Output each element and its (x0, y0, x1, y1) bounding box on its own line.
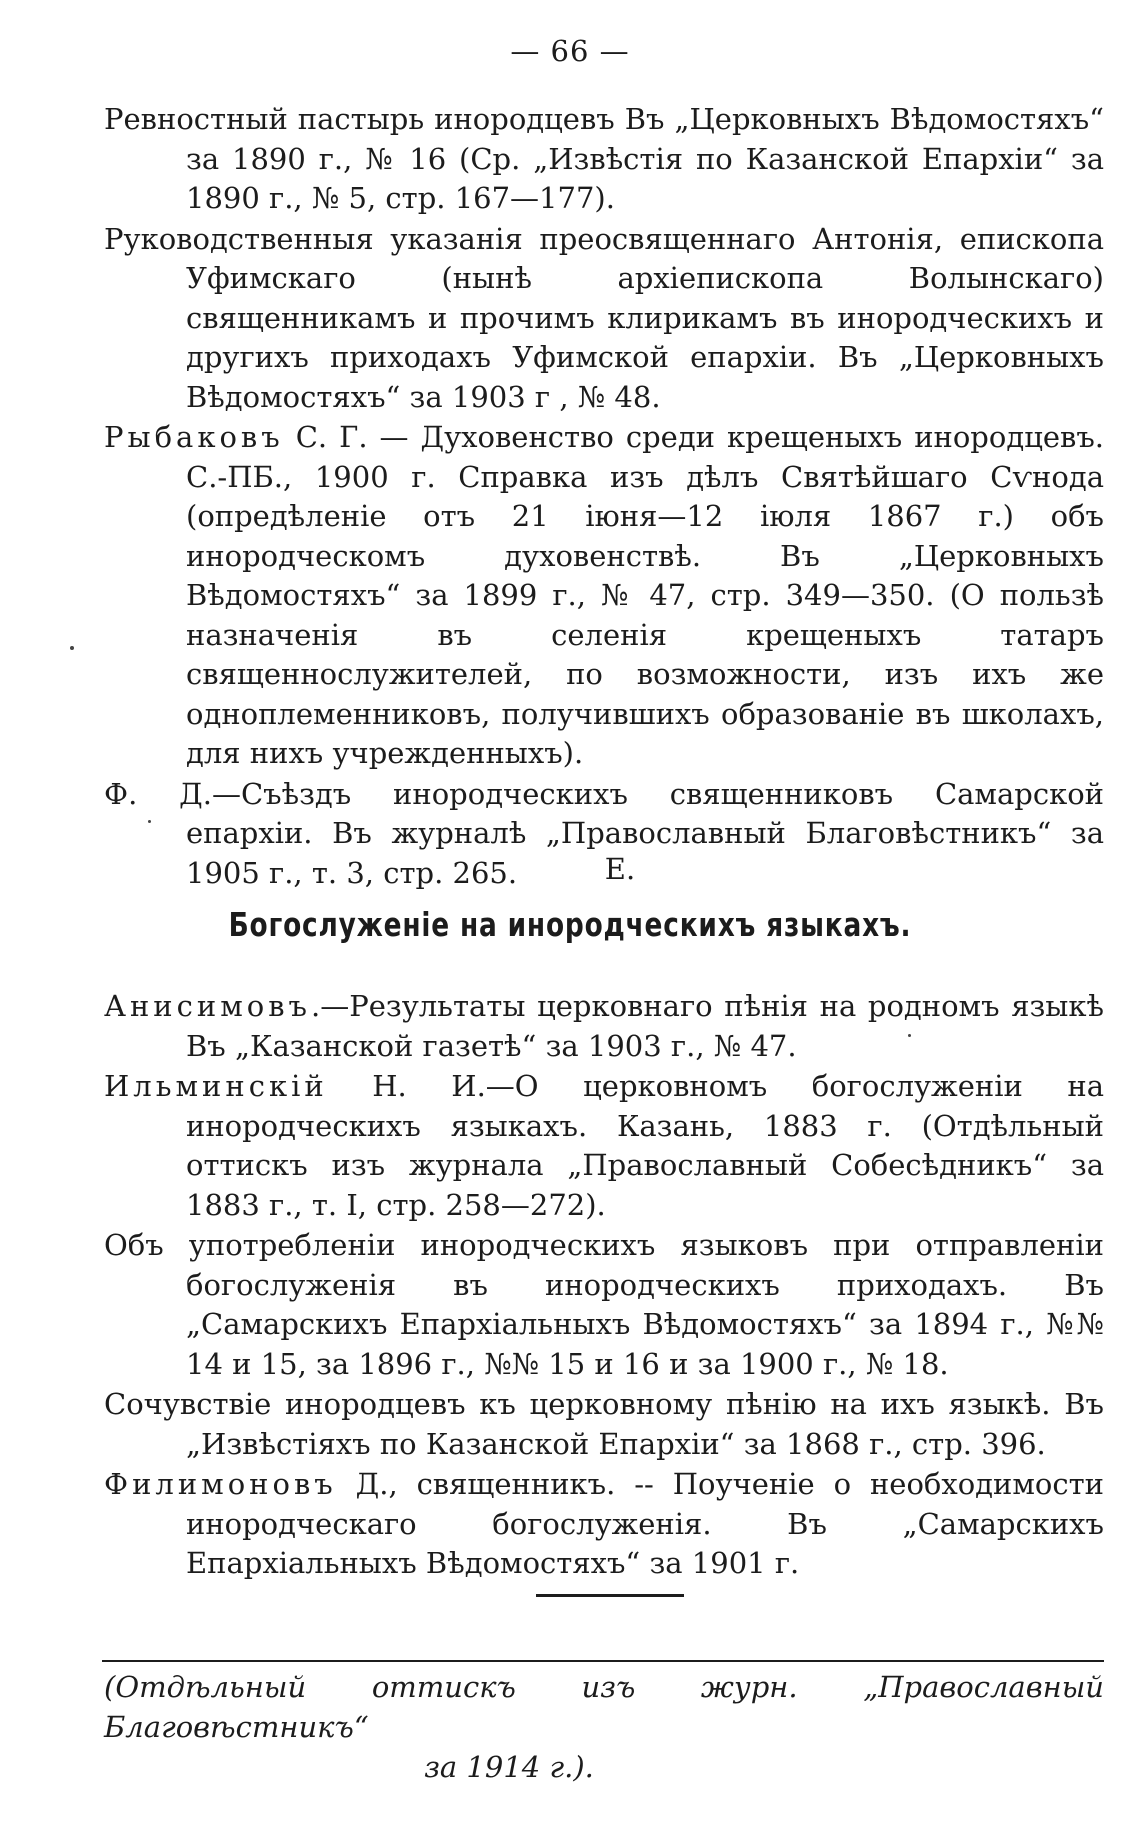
section-end-rule (536, 1594, 684, 1597)
footer-note-line-1: (Отдѣльный оттискъ изъ журн. „Православный Благовѣстникъ“ (104, 1670, 1104, 1744)
bibliography-entry (104, 418, 1104, 774)
page-number: — 66 — (510, 34, 630, 68)
bibliography-entry (104, 1385, 1104, 1464)
entry-author: Анисимовъ (104, 989, 311, 1023)
entry-text: Ревностный пастырь инородцевъ Въ „Церковныхъ Вѣдомостяхъ“ за 1890 г., № 16 (Ср. „Извѣстія по Казанской Епархіи“ за 1890 г., № 5, стр. 167—177). (104, 102, 1104, 215)
footer-note-line-2: за 1914 г.). (424, 1750, 594, 1784)
bibliography-entry (104, 1465, 1104, 1584)
entry-text: С. Г. — Духовенство среди крещеныхъ инородцевъ. С.-ПБ., 1900 г. Справка изъ дѣлъ Святѣйшаго Сѵнода (опредѣленіе отъ 21 іюня—12 іюля 1867 г.) объ инородческомъ духовенствѣ. Въ „Церковныхъ Вѣдомостяхъ“ за 1899 г., № 47, стр. 349—350. (О пользѣ назначенія въ селенія крещеныхъ татаръ священнослужителей, по возможности, изъ ихъ же одноплеменниковъ, получившихъ образованіе въ школахъ, для нихъ учрежденныхъ). (186, 420, 1104, 770)
entry-text: Н. И.—О церковномъ богослуженіи на инородческихъ языкахъ. Казань, 1883 г. (Отдѣльный оттискъ изъ журнала „Православный Собесѣдникъ“ за 1883 г., т. I, стр. 258—272). (186, 1069, 1104, 1222)
paper-speck (148, 820, 151, 823)
entry-text: .—Результаты церковнаго пѣнія на родномъ языкѣ Въ „Казанской газетѣ“ за 1903 г., № 47. (186, 989, 1104, 1063)
bibliography-entry (104, 1226, 1104, 1384)
entry-author: Рыбаковъ (104, 420, 284, 454)
entry-text: Объ употребленіи инородческихъ языковъ при отправленіи богослуженія въ инородческихъ приходахъ. Въ „Самарскихъ Епархіальныхъ Вѣдомостяхъ“ за 1894 г., №№ 14 и 15, за 1896 г., №№ 15 и 16 и за 1900 г., № 18. (104, 1228, 1104, 1381)
section-title: Богослуженіе на инородческихъ языкахъ. (228, 905, 912, 944)
entry-text: Сочувствіе инородцевъ къ церковному пѣнію на ихъ языкѣ. Въ „Извѣстіяхъ по Казанской Епархіи“ за 1868 г., стр. 396. (104, 1387, 1104, 1461)
section-letter: Е. (604, 852, 636, 886)
bibliography-entry (104, 987, 1104, 1066)
footer-note (104, 1667, 1104, 1787)
bibliography-list-before (104, 100, 1104, 894)
entry-author: Ильминскій (104, 1069, 328, 1103)
entry-text: Руководственныя указанія преосвященнаго Антонія, епископа Уфимскаго (нынѣ архіепископа Волынскаго) священникамъ и прочимъ клирикамъ въ инородческихъ и другихъ приходахъ Уфимской епархіи. Въ „Церковныхъ Вѣдомостяхъ“ за 1903 г , № 48. (104, 221, 1104, 414)
entry-text: Ф. Д.—Съѣздъ инородческихъ священниковъ Самарской епархіи. Въ журналѣ „Православный Благовѣстникъ“ за 1905 г., т. 3, стр. 265. (104, 776, 1104, 890)
bibliography-entry (104, 1067, 1104, 1225)
bibliography-list-after (104, 987, 1104, 1585)
paper-speck (70, 646, 74, 650)
entry-text: Д., священникъ. -- Поученіе о необходимости инородческаго богослуженія. Въ „Самарскихъ Епархіальныхъ Вѣдомостяхъ“ за 1901 г. (186, 1467, 1104, 1580)
paper-speck (908, 1034, 911, 1037)
footer-rule (102, 1660, 1104, 1662)
bibliography-entry (104, 220, 1104, 418)
entry-author: Филимоновъ (104, 1467, 337, 1501)
bibliography-entry (104, 100, 1104, 219)
